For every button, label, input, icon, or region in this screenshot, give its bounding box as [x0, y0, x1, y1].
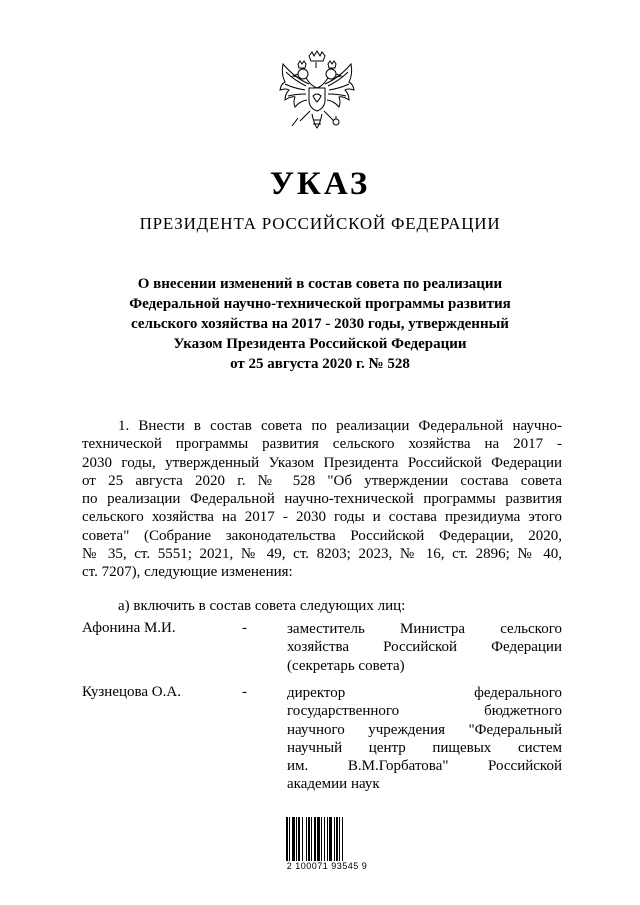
barcode-bar — [324, 817, 325, 861]
person-position — [287, 684, 562, 794]
subitem-a: а) включить в состав совета следующих лиц: — [118, 598, 406, 614]
barcode-bar — [306, 817, 307, 861]
barcode-bar — [308, 817, 310, 861]
barcode-bar — [289, 817, 290, 861]
paragraph-line: 2030 годы, утвержденный Указом Президента Российской Федерации — [82, 454, 562, 471]
coat-of-arms-emblem — [276, 50, 358, 146]
barcode-bar — [336, 817, 338, 861]
person-dash: - — [242, 620, 247, 636]
barcode-bar — [292, 817, 295, 861]
heading-line: от 25 августа 2020 г. № 528 — [230, 356, 410, 372]
position-line: им. В.М.Горбатова" Российской — [287, 758, 562, 775]
heading-line: О внесении изменений в состав совета по реализации — [137, 276, 503, 292]
position-line: директор федерального — [287, 685, 562, 701]
paragraph-line: ст. 7207), следующие изменения: — [82, 564, 293, 581]
barcode-bar — [342, 817, 343, 861]
barcode-bar — [339, 817, 340, 861]
position-line: (секретарь совета) — [287, 657, 405, 674]
barcode — [286, 817, 366, 861]
barcode-bar — [321, 817, 322, 861]
heading-line: Федеральной научно-технической программы развития — [129, 296, 511, 312]
paragraph-1 — [82, 417, 562, 582]
barcode-icon — [286, 817, 366, 861]
barcode-bar — [329, 817, 332, 861]
barcode-bar — [327, 817, 328, 861]
barcode-bar — [296, 817, 297, 861]
paragraph-line: 1. Внести в состав совета по реализации Федеральной научно- — [118, 418, 562, 434]
heading-line: Указом Президента Российской Федерации — [173, 336, 467, 352]
paragraph-line: № 35, ст. 5551; 2021, № 49, ст. 8203; 2023, № 16, ст. 2896; № 40, — [82, 546, 562, 563]
barcode-number: 2 100071 93545 9 — [286, 861, 368, 871]
person-dash: - — [242, 684, 247, 700]
barcode-bar — [302, 817, 303, 861]
paragraph-line: по реализации Федеральной научно-технической программы развития — [82, 491, 562, 508]
barcode-bar — [298, 817, 300, 861]
position-line: научный центр пищевых систем — [287, 739, 562, 756]
paragraph-line: совета" (Собрание законодательства Российской Федерации, 2020, — [82, 527, 562, 544]
barcode-bar — [314, 817, 316, 861]
double-headed-eagle-icon — [276, 50, 358, 146]
paragraph-line: технической программы развития сельского хозяйства на 2017 - — [82, 436, 562, 453]
position-line: хозяйства Российской Федерации — [287, 639, 562, 656]
decree-heading — [60, 274, 580, 374]
barcode-bar — [286, 817, 288, 861]
position-line: научного учреждения "Федеральный — [287, 721, 562, 738]
barcode-bar — [317, 817, 320, 861]
position-line: государственного бюджетного — [287, 703, 562, 720]
person-name: Афонина М.И. — [82, 620, 176, 636]
person-position — [287, 620, 562, 675]
position-line: академии наук — [287, 776, 380, 793]
barcode-bar — [334, 817, 335, 861]
barcode-bar — [311, 817, 312, 861]
position-line: заместитель Министра сельского — [287, 621, 562, 637]
paragraph-line: от 25 августа 2020 г. № 528 "Об утверждении состава совета — [82, 472, 562, 489]
person-name: Кузнецова О.А. — [82, 684, 181, 700]
paragraph-line: сельского хозяйства на 2017 - 2030 годы и состава президиума этого — [82, 509, 562, 526]
document-title: УКАЗ — [269, 166, 371, 202]
heading-line: сельского хозяйства на 2017 - 2030 годы, утвержденный — [131, 316, 509, 332]
document-subtitle: ПРЕЗИДЕНТА РОССИЙСКОЙ ФЕДЕРАЦИИ — [139, 214, 501, 233]
